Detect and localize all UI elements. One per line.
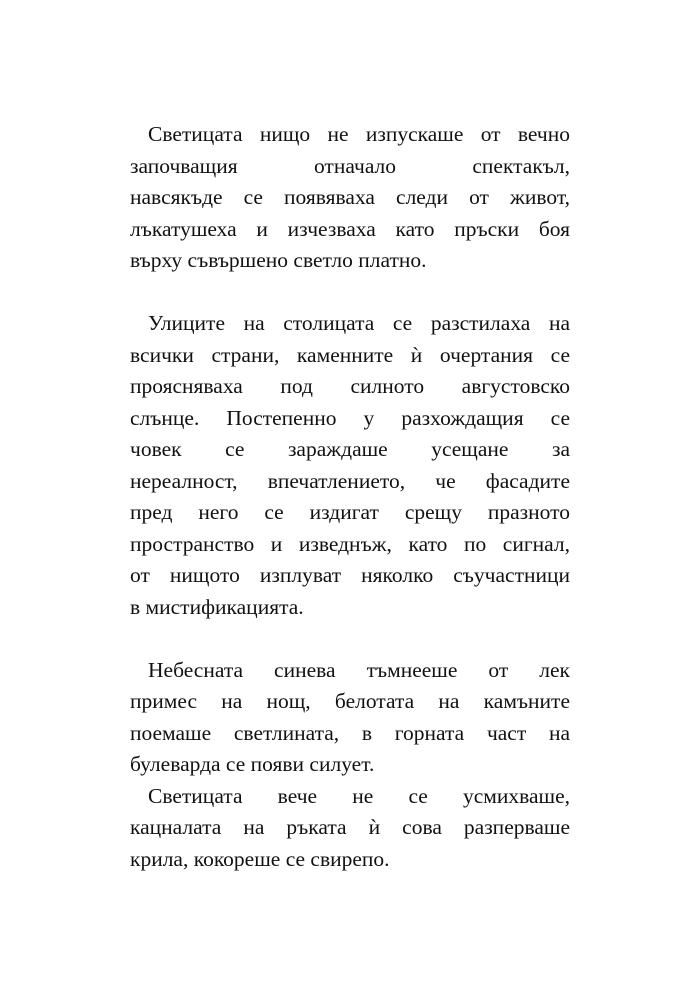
text-line: Светицата вече не се усмихваше, xyxy=(148,783,570,808)
paragraph-2 xyxy=(130,308,570,623)
text-line: проясняваха под силното августовско xyxy=(130,374,570,398)
paragraph-3 xyxy=(130,655,570,781)
paragraph-4 xyxy=(130,781,570,876)
text-line: Небесната синева тъмнееше от лек xyxy=(148,657,570,682)
text-line: започващия отначало спектакъл, xyxy=(130,153,570,178)
text-line: лъкатушеха и изчезваха като пръски боя xyxy=(130,216,570,241)
text-line: в мистификацията. xyxy=(130,594,304,619)
text-line: върху съвършено светло платно. xyxy=(130,248,427,272)
text-line: булеварда се появи силует. xyxy=(130,752,375,776)
paragraph-gap xyxy=(130,277,570,309)
text-line: кацналата на ръката ѝ сова разперваше xyxy=(130,815,570,839)
text-line: нереалност, впечатлението, че фасадите xyxy=(130,468,570,493)
page-text xyxy=(130,119,570,875)
text-line: човек се зараждаше усещане за xyxy=(130,437,570,461)
text-line: пространство и изведнъж, като по сигнал, xyxy=(130,531,570,556)
paragraph-1 xyxy=(130,119,570,277)
text-line: всички страни, каменните ѝ очертания се xyxy=(130,342,570,367)
text-line: пред него се издигат срещу празното xyxy=(130,500,570,524)
paragraph-gap xyxy=(130,623,570,655)
text-line: крила, кокореше се свирепо. xyxy=(130,846,390,871)
text-line: Улиците на столицата се разстилаха на xyxy=(148,311,570,335)
text-line: слънце. Постепенно у разхождащия се xyxy=(130,405,570,430)
text-line: примес на нощ, белотата на камъните xyxy=(130,689,570,713)
text-line: от нищото изплуват няколко съучастници xyxy=(130,563,570,587)
text-line: Светицата нищо не изпускаше от вечно xyxy=(148,122,570,146)
text-line: поемаше светлината, в горната част на xyxy=(130,720,570,745)
text-line: навсякъде се появяваха следи от живот, xyxy=(130,185,570,209)
